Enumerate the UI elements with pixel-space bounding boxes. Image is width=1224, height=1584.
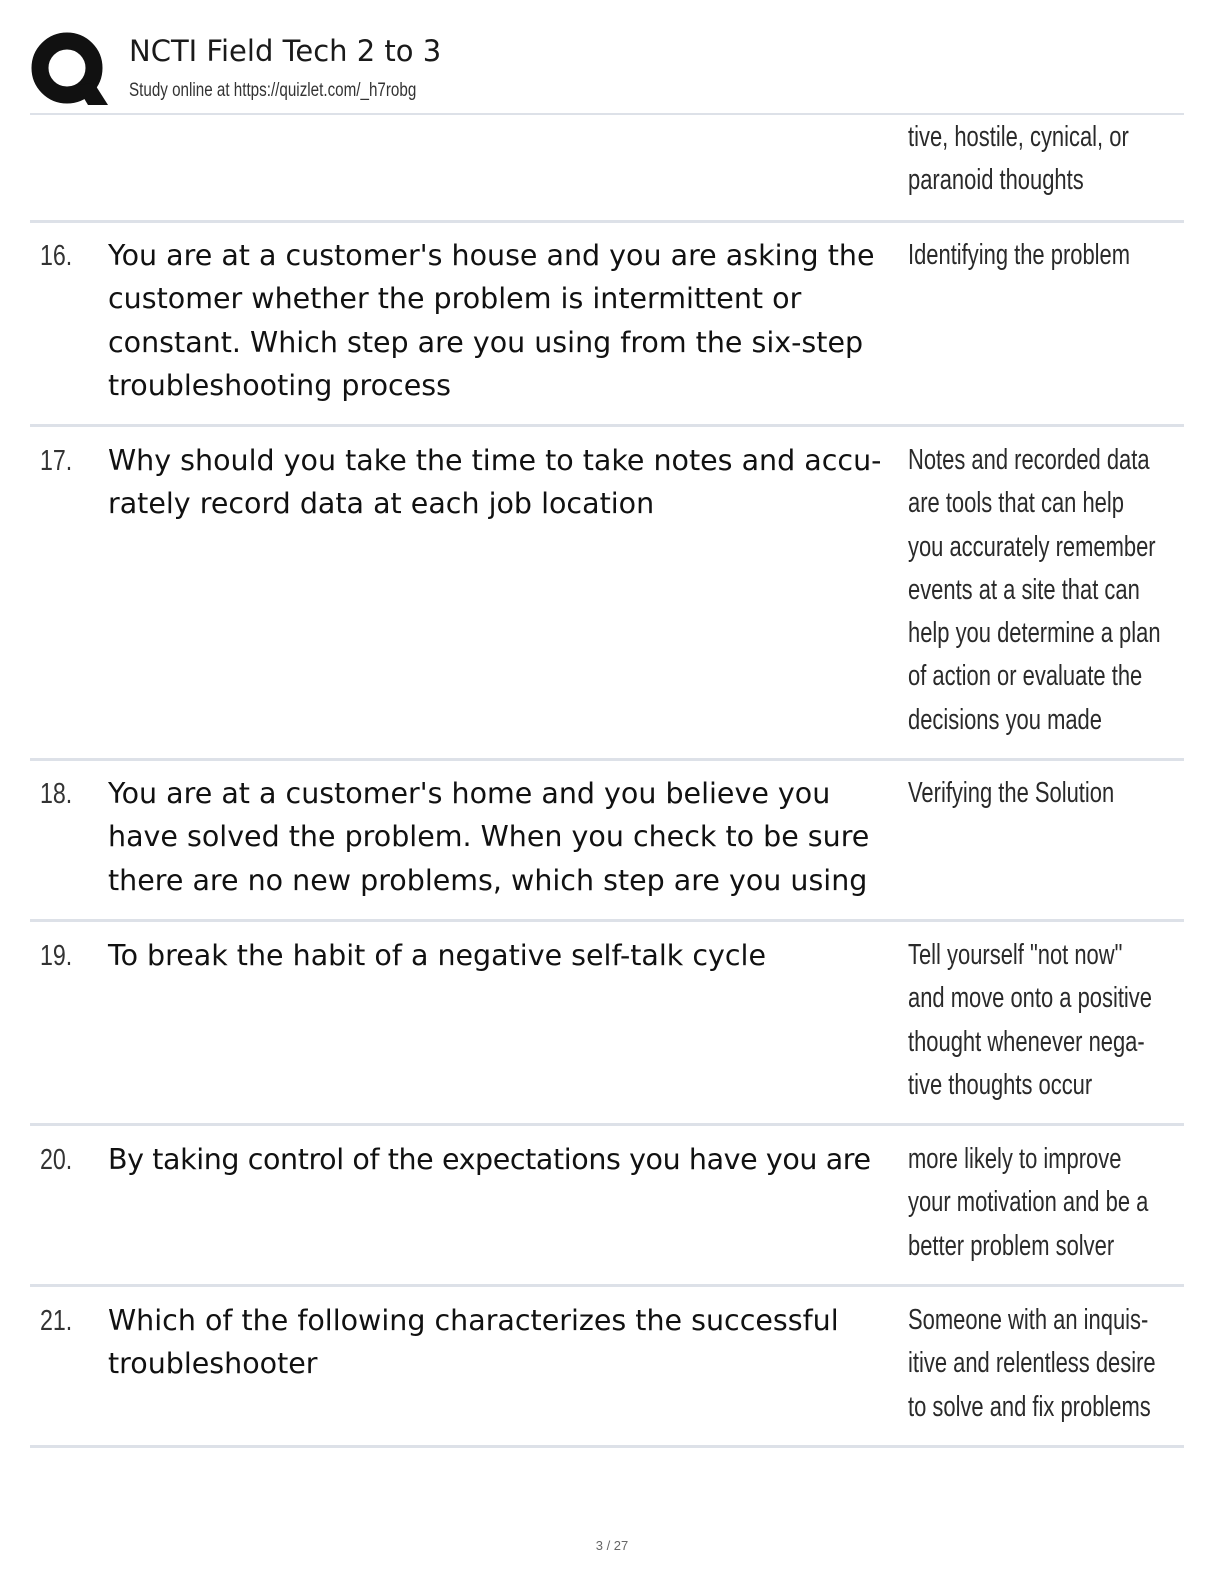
row-divider bbox=[30, 919, 1184, 922]
header-divider bbox=[30, 113, 1184, 115]
row-divider bbox=[30, 758, 1184, 761]
card-answer: more likely to improve your motivation and be a better problem solver bbox=[908, 1143, 1149, 1262]
page-title: NCTI Field Tech 2 to 3 bbox=[129, 34, 442, 68]
card-answer: Notes and recorded data are tools that can help you accurately remember events at a site that can help you determine a plan of action or evaluate the decisions you made bbox=[908, 444, 1161, 736]
row-divider bbox=[30, 1445, 1184, 1448]
card-question: Why should you take the time to take notes and accu-rately record data at each job location bbox=[108, 444, 882, 521]
row-divider bbox=[30, 220, 1184, 223]
card-number: 18. bbox=[40, 778, 73, 810]
page-number: 3 / 27 bbox=[595, 1538, 629, 1553]
card-question: By taking control of the expectations you have you are bbox=[108, 1143, 871, 1176]
card-question: To break the habit of a negative self-talk cycle bbox=[108, 939, 767, 972]
study-link-text: Study online at https://quizlet.com/_h7robg bbox=[129, 80, 417, 101]
card-question: You are at a customer's house and you are asking the customer whether the problem is intermittent or constant. Which step are you using from the six-step troubleshooting process bbox=[108, 239, 875, 402]
card-number: 21. bbox=[40, 1305, 73, 1337]
carryover-answer: tive, hostile, cynical, or paranoid thoughts bbox=[908, 121, 1129, 197]
row-divider bbox=[30, 1284, 1184, 1287]
row-divider bbox=[30, 1123, 1184, 1126]
card-number: 20. bbox=[40, 1144, 73, 1176]
card-answer: Verifying the Solution bbox=[908, 777, 1115, 809]
card-number: 16. bbox=[40, 240, 73, 272]
card-number: 19. bbox=[40, 940, 73, 972]
row-divider bbox=[30, 424, 1184, 427]
card-question: Which of the following characterizes the successful troubleshooter bbox=[108, 1304, 839, 1381]
card-question: You are at a customer's home and you believe you have solved the problem. When you check to be sure there are no new problems, which step are you using bbox=[108, 777, 870, 897]
card-number: 17. bbox=[40, 445, 73, 477]
card-answer: Tell yourself "not now" and move onto a positive thought whenever nega-tive thoughts occur bbox=[908, 939, 1152, 1101]
card-answer: Identifying the problem bbox=[908, 239, 1131, 271]
quizlet-logo-icon bbox=[30, 31, 108, 109]
card-answer: Someone with an inquis-itive and relentless desire to solve and fix problems bbox=[908, 1304, 1156, 1423]
